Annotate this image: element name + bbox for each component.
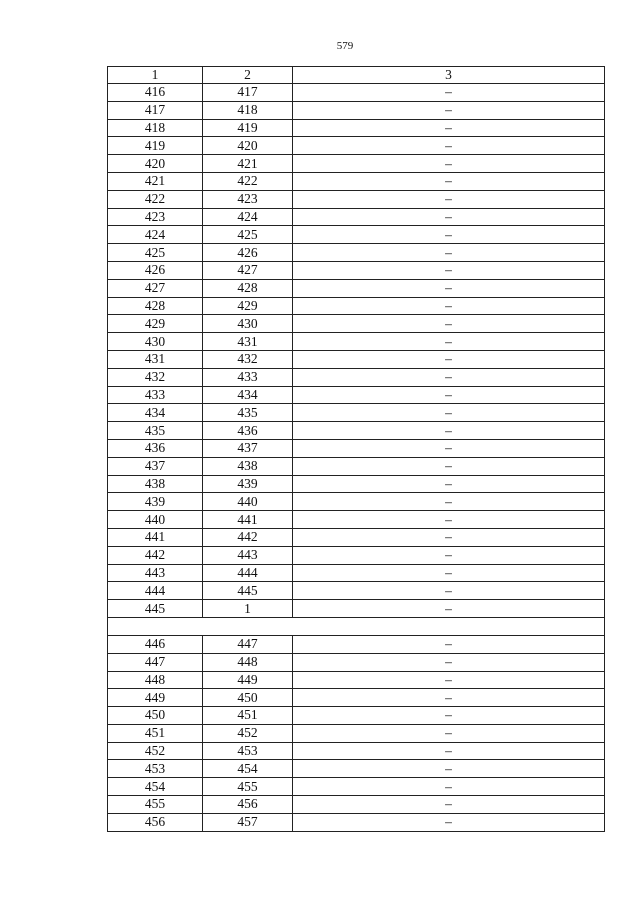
table-cell: 441	[108, 528, 203, 546]
table-cell: –	[293, 653, 605, 671]
table-row	[108, 564, 605, 582]
table-cell: 442	[108, 546, 203, 564]
table-row	[108, 333, 605, 351]
table-row	[108, 422, 605, 440]
table-row	[108, 119, 605, 137]
table-row	[108, 386, 605, 404]
table-cell: –	[293, 119, 605, 137]
table-cell: 447	[108, 653, 203, 671]
table-cell: –	[293, 813, 605, 831]
table-row	[108, 244, 605, 262]
table-row	[108, 84, 605, 102]
table-cell: 438	[108, 475, 203, 493]
table-cell: 440	[108, 511, 203, 529]
table-cell: 418	[108, 119, 203, 137]
table-cell: 429	[203, 297, 293, 315]
table-cell: 454	[108, 778, 203, 796]
table-cell: 417	[203, 84, 293, 102]
table-cell: 444	[108, 582, 203, 600]
table-cell: –	[293, 279, 605, 297]
table-cell: 426	[108, 261, 203, 279]
table-cell: 449	[203, 671, 293, 689]
table-row	[108, 796, 605, 814]
table-cell: –	[293, 439, 605, 457]
table-cell: 423	[203, 190, 293, 208]
column-header: 3	[293, 67, 605, 84]
table-cell: 447	[203, 635, 293, 653]
table-cell: 454	[203, 760, 293, 778]
table-cell: –	[293, 244, 605, 262]
table-cell: –	[293, 796, 605, 814]
table-cell: –	[293, 226, 605, 244]
table-cell: 457	[203, 813, 293, 831]
table-cell: 455	[108, 796, 203, 814]
table-cell: 436	[203, 422, 293, 440]
table-cell: 426	[203, 244, 293, 262]
table-cell: –	[293, 778, 605, 796]
table-cell: 421	[203, 155, 293, 173]
table-cell: 438	[203, 457, 293, 475]
gap-cell	[108, 617, 605, 635]
table-row	[108, 707, 605, 725]
table-cell: –	[293, 457, 605, 475]
table-cell: 448	[108, 671, 203, 689]
table-cell: 422	[203, 172, 293, 190]
table-row	[108, 315, 605, 333]
table-cell: –	[293, 582, 605, 600]
table-row	[108, 689, 605, 707]
table-cell: 437	[203, 439, 293, 457]
table-cell: 423	[108, 208, 203, 226]
table-cell: 424	[203, 208, 293, 226]
table-cell: –	[293, 528, 605, 546]
table-row	[108, 208, 605, 226]
table-row	[108, 742, 605, 760]
table-cell: –	[293, 137, 605, 155]
table-cell: 430	[108, 333, 203, 351]
data-table	[107, 66, 605, 832]
table-cell: 446	[108, 635, 203, 653]
table-cell: –	[293, 689, 605, 707]
table-row	[108, 600, 605, 618]
table-row	[108, 528, 605, 546]
table-cell: –	[293, 261, 605, 279]
table-cell: 445	[108, 600, 203, 618]
table-row	[108, 653, 605, 671]
table-cell: 445	[203, 582, 293, 600]
table-cell: –	[293, 404, 605, 422]
table-cell: 434	[108, 404, 203, 422]
table-cell: 416	[108, 84, 203, 102]
table-cell: –	[293, 742, 605, 760]
table-cell: 439	[203, 475, 293, 493]
table-cell: 430	[203, 315, 293, 333]
table-cell: 453	[108, 760, 203, 778]
table-row	[108, 190, 605, 208]
table-cell: 427	[203, 261, 293, 279]
table-cell: 443	[203, 546, 293, 564]
table-cell: –	[293, 172, 605, 190]
table-row	[108, 475, 605, 493]
table-row	[108, 279, 605, 297]
table-cell: 437	[108, 457, 203, 475]
table-cell: 450	[108, 707, 203, 725]
table-row	[108, 760, 605, 778]
table-row	[108, 778, 605, 796]
table-cell: 422	[108, 190, 203, 208]
table-row	[108, 404, 605, 422]
table-cell: 451	[108, 724, 203, 742]
table-cell: –	[293, 297, 605, 315]
table-row	[108, 101, 605, 119]
gap-row	[108, 617, 605, 635]
table-group-b	[108, 635, 605, 831]
table-row	[108, 635, 605, 653]
table-cell: 451	[203, 707, 293, 725]
table-cell: –	[293, 493, 605, 511]
table-row	[108, 493, 605, 511]
table-row	[108, 546, 605, 564]
table-cell: 425	[203, 226, 293, 244]
table-row	[108, 582, 605, 600]
page-number: 579	[336, 40, 354, 52]
table-row	[108, 226, 605, 244]
table-cell: 444	[203, 564, 293, 582]
table-cell: 432	[203, 350, 293, 368]
table-cell: 456	[108, 813, 203, 831]
table-row	[108, 671, 605, 689]
table-cell: 429	[108, 315, 203, 333]
table-cell: 428	[203, 279, 293, 297]
table-cell: 450	[203, 689, 293, 707]
table-row	[108, 261, 605, 279]
table-cell: 456	[203, 796, 293, 814]
table-cell: –	[293, 208, 605, 226]
table-cell: 433	[108, 386, 203, 404]
column-header: 1	[108, 67, 203, 84]
column-header: 2	[203, 67, 293, 84]
table-cell: 453	[203, 742, 293, 760]
table-gap	[108, 617, 605, 635]
table-cell: –	[293, 760, 605, 778]
table-row	[108, 439, 605, 457]
table-cell: 421	[108, 172, 203, 190]
table-row	[108, 511, 605, 529]
table-row	[108, 368, 605, 386]
table-row	[108, 457, 605, 475]
table-cell: 448	[203, 653, 293, 671]
table-cell: 441	[203, 511, 293, 529]
table-cell: 1	[203, 600, 293, 618]
table-cell: –	[293, 84, 605, 102]
table-row	[108, 724, 605, 742]
table-cell: 436	[108, 439, 203, 457]
table-cell: 424	[108, 226, 203, 244]
table-cell: 455	[203, 778, 293, 796]
table-cell: –	[293, 155, 605, 173]
table-cell: 435	[108, 422, 203, 440]
table-cell: –	[293, 724, 605, 742]
table-row	[108, 137, 605, 155]
table-row	[108, 350, 605, 368]
table-cell: 432	[108, 368, 203, 386]
table-cell: 435	[203, 404, 293, 422]
table-cell: 434	[203, 386, 293, 404]
table-cell: –	[293, 368, 605, 386]
table-cell: 419	[108, 137, 203, 155]
table-cell: 427	[108, 279, 203, 297]
table-cell: –	[293, 546, 605, 564]
table-cell: –	[293, 315, 605, 333]
table-cell: –	[293, 564, 605, 582]
table-cell: 443	[108, 564, 203, 582]
table-cell: –	[293, 511, 605, 529]
table-cell: 433	[203, 368, 293, 386]
table-cell: –	[293, 190, 605, 208]
table-cell: –	[293, 600, 605, 618]
table-row	[108, 297, 605, 315]
table-cell: 439	[108, 493, 203, 511]
table-cell: 420	[108, 155, 203, 173]
table-cell: 425	[108, 244, 203, 262]
table-cell: –	[293, 350, 605, 368]
table-row	[108, 813, 605, 831]
table-cell: –	[293, 333, 605, 351]
table-cell: 419	[203, 119, 293, 137]
table-cell: 442	[203, 528, 293, 546]
table-cell: –	[293, 707, 605, 725]
table-cell: –	[293, 422, 605, 440]
table-cell: –	[293, 101, 605, 119]
table-row	[108, 155, 605, 173]
table-cell: 431	[108, 350, 203, 368]
table-cell: 449	[108, 689, 203, 707]
table-group-a	[108, 84, 605, 618]
table-cell: 417	[108, 101, 203, 119]
table-cell: 428	[108, 297, 203, 315]
table-cell: 418	[203, 101, 293, 119]
table-cell: 452	[203, 724, 293, 742]
table-cell: 420	[203, 137, 293, 155]
table-cell: –	[293, 475, 605, 493]
table-cell: 440	[203, 493, 293, 511]
table-row	[108, 172, 605, 190]
table-cell: –	[293, 671, 605, 689]
table-cell: –	[293, 635, 605, 653]
table-cell: 452	[108, 742, 203, 760]
table-cell: 431	[203, 333, 293, 351]
table-cell: –	[293, 386, 605, 404]
header-row	[108, 67, 605, 84]
